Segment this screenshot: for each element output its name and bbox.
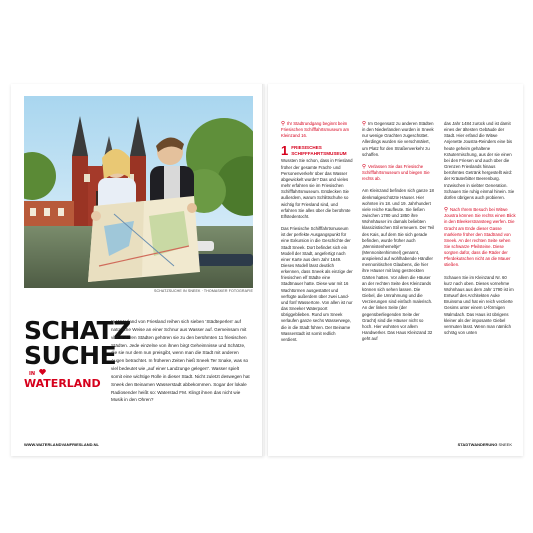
website-link[interactable]: WWW.WATERLANDVANFRIESLAND.NL [24,442,99,447]
location-pin-icon: ⚲ [281,121,286,127]
photo-credit: SCHATZSUCHE IN SNEEK · THOMASKER FOTOGRAFIE [154,289,253,293]
page-footer: STADTWANDERUNG SNEEK [457,442,512,447]
title-line-1: SCHATZ [24,316,131,345]
paragraph: Wussten Sie schon, dass in Friesland früher der gesamte Fracht- und Personenverkehr über das Wasser abgewickelt wurde? Das und vieles mehr erfahren sie im Friesischen Schifffahrtsmuseum. Entdecken Sie außerdem, warum Schlittschuhe so wichtig für Friesland sind, und erfahren Sie alles über die berühmte Elfstedentocht. [281,158,353,219]
paragraph: Am Kleinzand befinden sich ganze 18 denkmalgeschützte Häuser. Hier wohnten im 18. und 19. Jahrhundert viele reiche Kaufleute. Sie ließen zwischen 1780 und 1850 ihre Wohnhäuser im damals beliebten klassizistischen Stil erneuern. Der Teil des Kais, auf dem Sie sich gerade befinden, wurde früher auch „Mennistenhemeltje“ (Mennonitenhimmel) genannt, anspielend auf wohlhabende Händler mennonitischen Glaubens, die hier ihre Häuser mit lang gestreckten Gärten hatten. Vor allem die Häuser an der rechten Seite des Kleinzands können sich sehen lassen. Die Giebel, die Umrahmung und die Verzierungen sind einfach malerisch. An der linken Seite (der gegenüberliegenden Seite der Gracht) sind die Häuser nicht so hoch. Hier wohnten vor allem Handwerker. Das Haus Kleinzand 32 geht auf [362,188,435,342]
paragraph: das Jahr 1484 zurück und ist damit eines der ältesten Gebäude der Stadt. Hier erfand die Witwe Anjenette Joustra-Reinders eine bis heute geheim gehaltene Kräutermischung, aus der sie einen bei den Friesen und auch über die Grenzen Frieslands hinaus berühmtes Getränk hergestellt wird: der Kräuterbitter Beerenburg. Inzwischen in siebter Generation. Schauen Sie ruhig einmal hinein. Sie dürfen übrigens auch probieren. [444,121,515,200]
right-page [268,84,523,456]
location-pin-icon: ⚲ [362,163,367,170]
direction-note: ⚲ Nach Ihrem Besuch bei Witwe Joustra können Sie rechts einen Blick in den Bleekerstransteeg werfen. Die Gracht am Ende dieser Gasse markierte früher den Stadtrand von Sneek. An der rechten Seite sehen Sie schwarze Pfeilsteine. Diese sorgten dafür, dass die Räder der Pferdekutschen nicht an die Mauer stießen. [444,207,516,268]
left-page [11,84,264,456]
paragraph: ⚲ Im Gegensatz zu anderen Städten in den Niederlanden wurden in Sneek nur wenige Grachten zugeschüttet. Allerdings wurden sie verschmälert, um Platz für den Straßenverkehr zu schaffen. [362,121,434,157]
stop-number: 1 [281,143,289,159]
title-place: WATERLAND [24,377,101,390]
title-line-2: SUCHE [24,341,117,370]
location-pin-icon: ⚲ [444,207,449,214]
title-waterland [24,369,106,390]
location-pin-icon: ⚲ [362,121,367,127]
paragraph: Schauen Sie im Kleinzand Nr. 60 kurz nach oben. Dieses vornehme Wohnhaus aus dem Jahr 1790 ist im Entwurf des Architekten Auke Bruinsma und hat ein reich verzierte Gesims unter einem U-förmigen Walmdach. Das Haus ist übrigens kleiner als der imposante Giebel vermuten lässt. Wenn man nämlich schräg von unten [444,274,514,335]
start-note: ⚲ Ihr Stadtrundgang beginnt beim Friesischen Schifffahrtsmuseum am Kleinzand 16. [281,121,350,139]
intro-text: In Waterland von Friesland reihen sich sieben ‘Städteperlen’ auf natürliche Weise an einer Schnur aus Wasser auf. Gemeinsam mit vier anderen Städten gehören sie zu den berühmten 11 friesischen Städten. Jede einzelne von ihnen birgt Geheimnisse und Schätze, die sie nur dem nun preisgibt, wenn man die Stadt mit anderen Augen betrachtet. In früheren Zeiten hieß Sneek Ter Snake, was so viel bedeutet wie „auf einer Landzunge gelegen“. Wasser spielt somit eine wichtige Rolle in dieser Stadt. Nicht zuletzt deswegen hat Sneek den Beinamen Wasserstadt abbekommen. Sogar der lokale Radiosender heißt so: Waterstad FM. Klingt ihnen das nicht wie Musik in den Ohren? [111,319,250,403]
paragraph: Das Friesische Schifffahrtsmuseum ist der perfekte Ausgangspunkt für eine Exkursion in die Geschichte der Stadt Sneek. Dort befindet sich ein Modell der Stadt, angefertigt nach einer Karte aus dem Jahr 1649. Dieses Modell lässt deutlich erkennen, dass Sneek als einzige der friesischen elf Städte eine Stadtmauer hatte. Diese war mit 16 Wachtürmen ausgestattet und verfügte außerdem über zwei Land- und fünf Wassertore. Von allen ist nur das Sneeker Waterpoort übriggeblieben. Rund um Sneek verlaufen ganze sechs Wasserwege, die in die Stadt führen. Der Beiname Wasserstadt ist somit redlich verdient. [281,226,353,342]
column-2 [362,121,435,348]
column-1 [281,121,353,349]
stop-1-heading [281,143,353,159]
direction-note: ⚲ Verlassen Sie das Friesische Schifffahrtsmuseum und biegen Sie rechts ab. [362,163,430,182]
title-block [24,316,131,390]
column-3 [444,121,516,342]
stop-title: FRIESISCHES SCHIFFFAHRTSMUSEUM [291,145,347,156]
title-in: IN [29,369,106,377]
heart-icon [39,369,46,375]
sneek-waterpoort-photo [24,96,253,288]
